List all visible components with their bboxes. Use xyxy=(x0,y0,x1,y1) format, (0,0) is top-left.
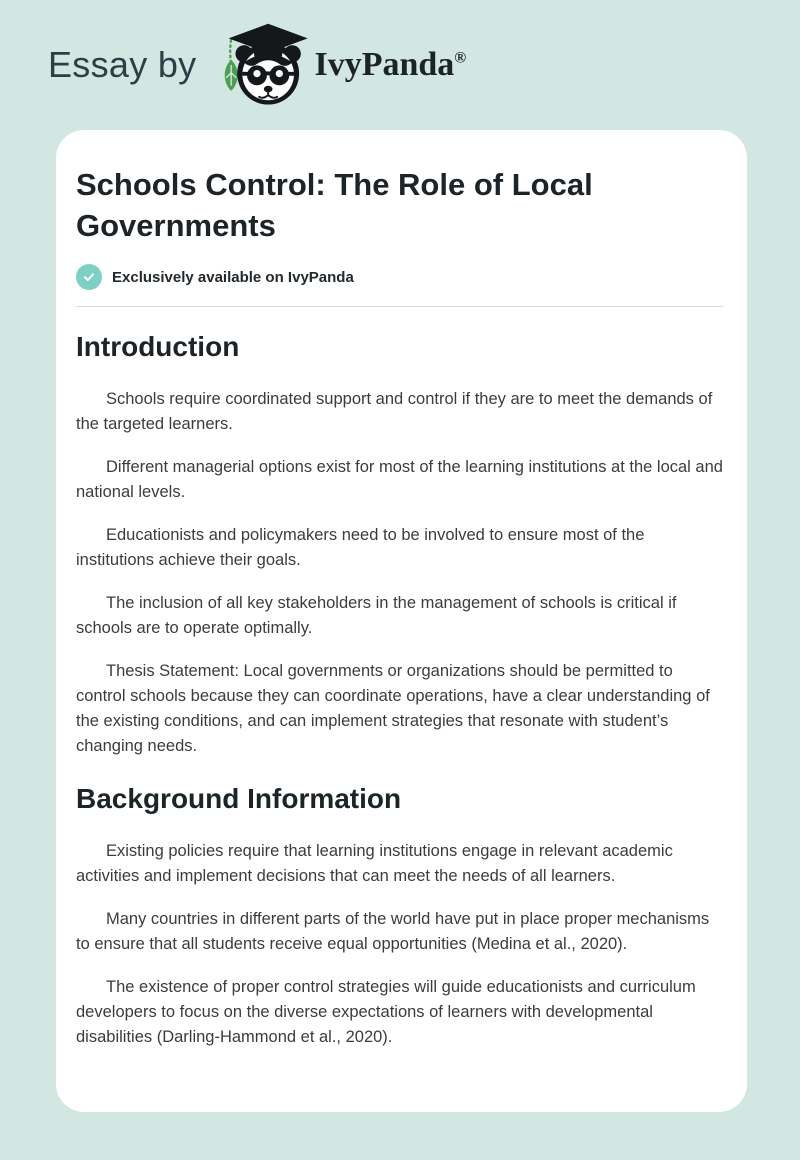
ivypanda-logo[interactable] xyxy=(218,22,466,108)
paragraph: Existing policies require that learning institutions engage in relevant academic activities and implement decisions that can meet the needs of all learners. xyxy=(76,842,673,885)
section-introduction xyxy=(76,331,723,759)
check-icon xyxy=(76,264,102,290)
paragraph: Schools require coordinated support and control if they are to meet the demands of the targeted learners. xyxy=(76,390,713,433)
paragraph: Different managerial options exist for most of the learning institutions at the local and national levels. xyxy=(76,458,723,501)
paragraph: Thesis Statement: Local governments or organizations should be permitted to control schools because they can coordinate operations, have a clear understanding of the existing conditions, and can implement strategies that resonate with student’s changing needs. xyxy=(76,662,710,755)
availability-row xyxy=(76,264,723,290)
panda-graduate-icon xyxy=(218,22,308,108)
paragraph: The inclusion of all key stakeholders in the management of schools is critical if schools are to operate optimally. xyxy=(76,594,677,637)
paragraph: Educationists and policymakers need to be involved to ensure most of the institutions achieve their goals. xyxy=(76,526,645,569)
section-background-information xyxy=(76,783,723,1050)
paragraph: The existence of proper control strategies will guide educationists and curriculum developers to focus on the diverse expectations of learners with developmental disabilities (Darling-Hammond et al., 2020). xyxy=(76,978,696,1046)
section-heading-introduction: Introduction xyxy=(76,331,240,362)
essay-card xyxy=(56,130,747,1112)
essay-by-label: Essay by xyxy=(48,44,197,85)
divider xyxy=(76,306,723,307)
section-heading-background-information: Background Information xyxy=(76,783,402,814)
paragraph: Many countries in different parts of the world have put in place proper mechanisms to ensure that all students receive equal opportunities (Medina et al., 2020). xyxy=(76,910,710,953)
availability-label: Exclusively available on IvyPanda xyxy=(112,268,354,286)
page-title: Schools Control: The Role of Local Governments xyxy=(76,167,593,243)
site-header xyxy=(0,0,800,130)
brand-name: IvyPanda® xyxy=(314,46,467,83)
registered-mark: ® xyxy=(454,49,467,67)
